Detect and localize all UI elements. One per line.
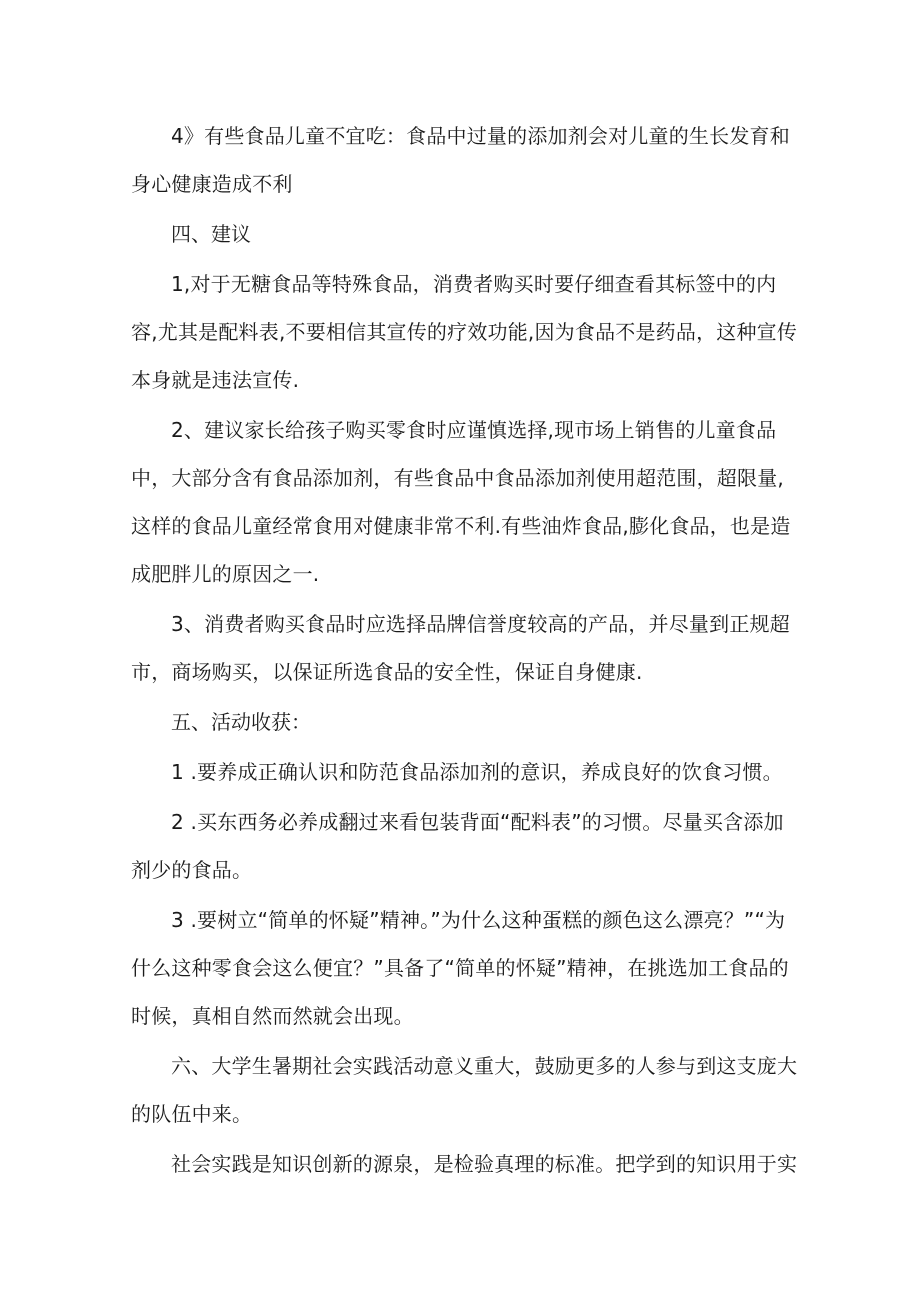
paragraph-gain-1: 1 .要养成正确认识和防范食品添加剂的意识，养成良好的饮食习惯。 <box>171 760 783 784</box>
section-heading-suggestions: 四、建议 <box>171 222 251 246</box>
document-body <box>131 112 801 1188</box>
paragraph-social-practice: 社会实践是知识创新的源泉，是检验真理的标准。把学到的知识用于实 <box>171 1152 798 1176</box>
paragraph-suggestion-2: 2、建议家长给孩子购买零食时应谨慎选择,现市场上销售的儿童食品中，大部分含有食品添加剂，有些食品中食品添加剂使用超范围，超限量,这样的食品儿童经常食用对健康非常不利.有些油炸食品,膨化食品，也是造成肥胖儿的原因之一. <box>131 418 791 586</box>
paragraph-children-food-warning: 4》有些食品儿童不宜吃：食品中过量的添加剂会对儿童的生长发育和身心健康造成不利 <box>131 124 790 196</box>
paragraph-suggestion-3: 3、消费者购买食品时应选择品牌信誉度较高的产品，并尽量到正规超市，商场购买，以保证所选食品的安全性，保证自身健康. <box>131 612 790 684</box>
paragraph-gain-2: 2 .买东西务必养成翻过来看包装背面“配料表”的习惯。尽量买含添加剂少的食品。 <box>131 810 784 882</box>
paragraph-gain-3: 3 .要树立“简单的怀疑”精神。”为什么这种蛋糕的颜色这么漂亮？”“为什么这种零食会这么便宜？”具备了“简单的怀疑”精神，在挑选加工食品的时候，真相自然而然就会出现。 <box>131 908 789 1028</box>
paragraph-suggestion-1: 1,对于无糖食品等特殊食品，消费者购买时要仔细查看其标签中的内容,尤其是配料表,不要相信其宣传的疗效功能,因为食品不是药品，这种宣传本身就是违法宣传. <box>131 272 798 392</box>
paragraph-section-six: 六、大学生暑期社会实践活动意义重大，鼓励更多的人参与到这支庞大的队伍中来。 <box>131 1054 798 1126</box>
section-heading-gains: 五、活动收获： <box>171 710 311 734</box>
